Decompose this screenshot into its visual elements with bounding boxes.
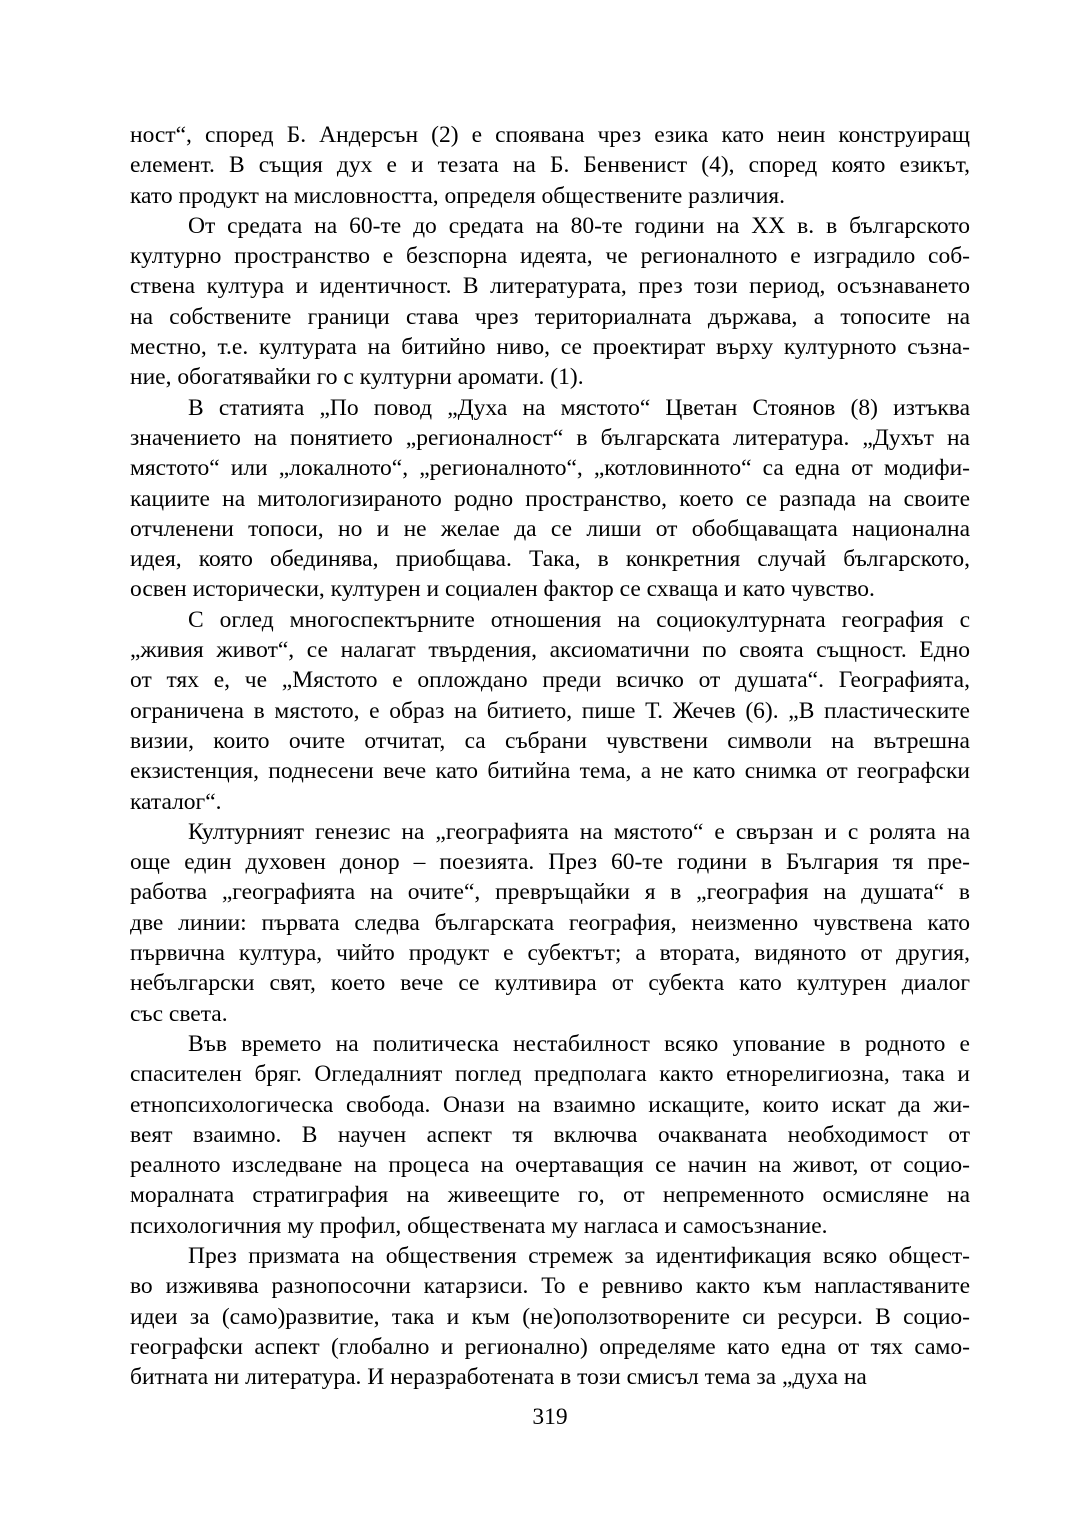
text-line: географски аспект (глобално и регионално) определяме като една от тях само-: [130, 1333, 970, 1360]
text-line: реалното изследване на процеса на очертаващия се начин на живот, от социо-: [130, 1152, 970, 1179]
text-line: първична култура, чийто продукт е субектът; а втората, видяното от другия,: [130, 940, 970, 967]
text-line: мястото“ или „локалното“, „регионалното“, „котловинното“ са една от модифи-: [130, 455, 970, 482]
text-line: моралната стратиграфия на живеещите го, от непременното осмисляне на: [130, 1182, 970, 1209]
paragraph: [130, 1241, 970, 1392]
text-line: Културният генезис на „географията на мястото“ е свързан и с ролята на: [188, 818, 970, 845]
paragraph-continuation: [130, 120, 970, 211]
text-line: „живия живот“, се налагат твърдения, аксиоматични по своята същност. Едно: [130, 637, 970, 664]
page-number: 319: [532, 1404, 568, 1430]
text-line: като продукт на мисловността, определя обществените различия.: [130, 182, 785, 209]
text-line: С оглед многоспектърните отношения на социокултурната география с: [188, 606, 970, 633]
text-line: освен исторически, културен и социален фактор се схваща и като чувство.: [130, 576, 875, 603]
text-line: елемент. В същия дух е и тезата на Б. Бенвенист (4), според която езикът,: [130, 152, 970, 179]
text-line: местно, т.е. културата на битийно ниво, се проектират върху културното съзна-: [130, 334, 970, 361]
text-line: на собствените граници става чрез териториалната държава, а топосите на: [130, 303, 970, 330]
text-line: Във времето на политическа нестабилност всяко упование в родното е: [188, 1030, 970, 1057]
text-line: ние, обогатявайки го с културни аромати. (1).: [130, 364, 584, 391]
paragraph: [130, 605, 970, 817]
text-line: психологичния му профил, обществената му нагласа и самосъзнание.: [130, 1212, 828, 1239]
text-line: во изживява разнопосочни катарзиси. То е ревниво както към напластяваните: [130, 1273, 970, 1300]
paragraph: [130, 393, 970, 605]
text-line: етнопсихологическа свобода. Онази на взаимно искащите, които искат да жи-: [130, 1091, 970, 1118]
text-line: битната ни литература. И неразработената в този смисъл тема за „духа на: [130, 1364, 867, 1391]
text-line: веят взаимно. В научен аспект тя включва очакваната необходимост от: [130, 1121, 970, 1148]
text-line: От средата на 60-те до средата на 80-те години на ХХ в. в българското: [188, 212, 970, 239]
text-line: идеи за (само)развитие, така и към (не)оползотворените си ресурси. В социо-: [130, 1303, 970, 1330]
paragraph: [130, 211, 970, 393]
text-line: значението на понятието „регионалност“ в българската литература. „Духът на: [130, 424, 970, 451]
text-line: културно пространство е безспорна идеята, че регионалното е изградило соб-: [130, 243, 970, 270]
text-line: от тях е, че „Мястото е оплождано преди всичко от душата“. Географията,: [130, 667, 970, 694]
text-line: ограничена в мястото, е образ на битието, пише Т. Жечев (6). „В пластическите: [130, 697, 970, 724]
text-line: отчленени топоси, но и не желае да се лиши от обобщаващата национална: [130, 515, 970, 542]
text-line: идея, която обединява, приобщава. Така, в конкретния случай българското,: [130, 546, 970, 573]
text-line: ствена култура и идентичност. В литературата, през този период, осъзнаването: [130, 273, 970, 300]
text-line: кациите на митологизираното родно пространство, което се разпада на своите: [130, 485, 970, 512]
text-line: спасителен бряг. Огледалният поглед предполага както етнорелигиозна, така и: [130, 1061, 970, 1088]
text-line: В статията „По повод „Духа на мястото“ Цветан Стоянов (8) изтъква: [188, 394, 970, 421]
text-line: визии, които очите отчитат, са събрани чувствени символи на вътрешна: [130, 727, 970, 754]
text-line: със света.: [130, 1000, 228, 1027]
text-line: През призмата на обществения стремеж за идентификация всяко общест-: [188, 1242, 970, 1269]
text-block: [130, 120, 970, 1392]
text-line: екзистенция, поднесени вече като битийна тема, а не като снимка от географски: [130, 758, 970, 785]
text-line: работва „географията на очите“, превръщайки я в „география на душата“ в: [130, 879, 970, 906]
text-line: небългарски свят, което вече се култивира от субекта като културен диалог: [130, 970, 970, 997]
text-line: каталог“.: [130, 788, 222, 815]
text-line: две линии: първата следва българската география, неизменно чувствена като: [130, 909, 970, 936]
text-line: още един духовен донор – поезията. През 60-те години в България тя пре-: [130, 849, 970, 876]
paragraph: [130, 1029, 970, 1241]
paragraph: [130, 817, 970, 1029]
text-line: ност“, според Б. Андерсън (2) е споявана чрез езика като неин конструиращ: [130, 122, 970, 148]
